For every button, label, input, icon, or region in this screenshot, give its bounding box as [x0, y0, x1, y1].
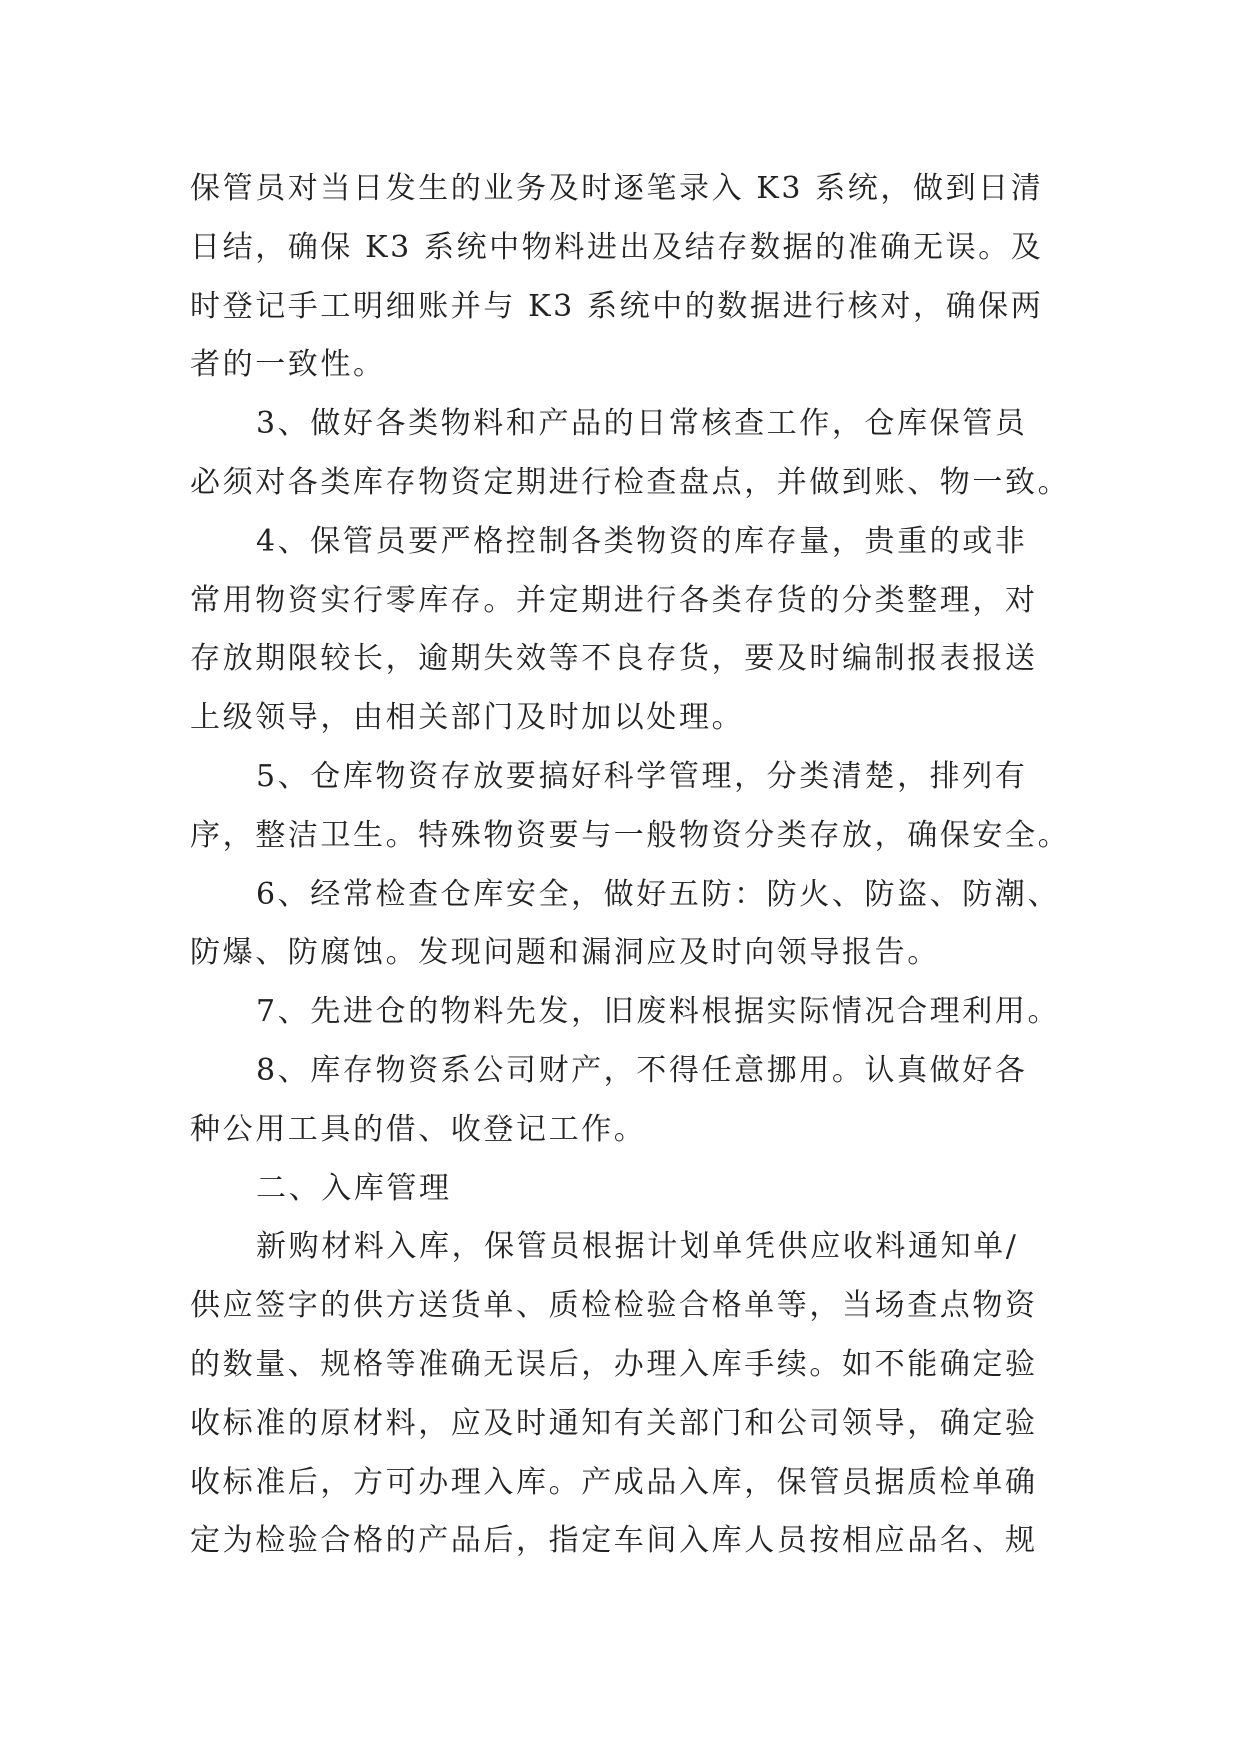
text-line: 8、库存物资系公司财产，不得任意挪用。认真做好各 [256, 1052, 1028, 1088]
text-line: 5、仓库物资存放要搞好科学管理，分类清楚，排列有 [256, 758, 1028, 794]
text-line: 日结，确保 K3 系统中物料进出及结存数据的准确无误。及 [190, 229, 1044, 265]
text-line: 收标准的原材料，应及时通知有关部门和公司领导，确定验 [190, 1405, 1038, 1441]
text-line: 序，整洁卫生。特殊物资要与一般物资分类存放，确保安全。 [190, 817, 1071, 853]
text-line: 保管员对当日发生的业务及时逐笔录入 K3 系统，做到日清 [190, 171, 1044, 206]
text-line: 种公用工具的借、收登记工作。 [190, 1111, 647, 1147]
text-line: 必须对各类库存物资定期进行检查盘点，并做到账、物一致。 [190, 464, 1071, 500]
text-line: 定为检验合格的产品后，指定车间入库人员按相应品名、规 [190, 1523, 1038, 1559]
text-line: 存放期限较长，逾期失效等不良存货，要及时编制报表报送 [190, 641, 1038, 677]
text-line: 4、保管员要严格控制各类物资的库存量，贵重的或非 [256, 523, 1028, 559]
text-line: 6、经常检查仓库安全，做好五防：防火、防盗、防潮、 [256, 876, 1061, 912]
text-line: 供应签字的供方送货单、质检检验合格单等，当场查点物资 [190, 1288, 1038, 1324]
text-line: 常用物资实行零库存。并定期进行各类存货的分类整理，对 [190, 582, 1038, 618]
document-body [190, 160, 1070, 1571]
text-line: 上级领导，由相关部门及时加以处理。 [190, 700, 745, 736]
text-line: 7、先进仓的物料先发，旧废料根据实际情况合理利用。 [256, 994, 1061, 1030]
text-line: 3、做好各类物料和产品的日常核查工作，仓库保管员 [256, 406, 1028, 442]
text-line: 新购材料入库，保管员根据计划单凭供应收料通知单/ [256, 1229, 1019, 1265]
text-line: 者的一致性。 [190, 347, 386, 383]
text-line: 防爆、防腐蚀。发现问题和漏洞应及时向领导报告。 [190, 935, 940, 971]
section-heading: 二、入库管理 [256, 1170, 452, 1206]
text-line: 时登记手工明细账并与 K3 系统中的数据进行核对，确保两 [190, 288, 1044, 324]
text-line: 的数量、规格等准确无误后，办理入库手续。如不能确定验 [190, 1346, 1038, 1382]
text-line: 收标准后，方可办理入库。产成品入库，保管员据质检单确 [190, 1464, 1038, 1500]
